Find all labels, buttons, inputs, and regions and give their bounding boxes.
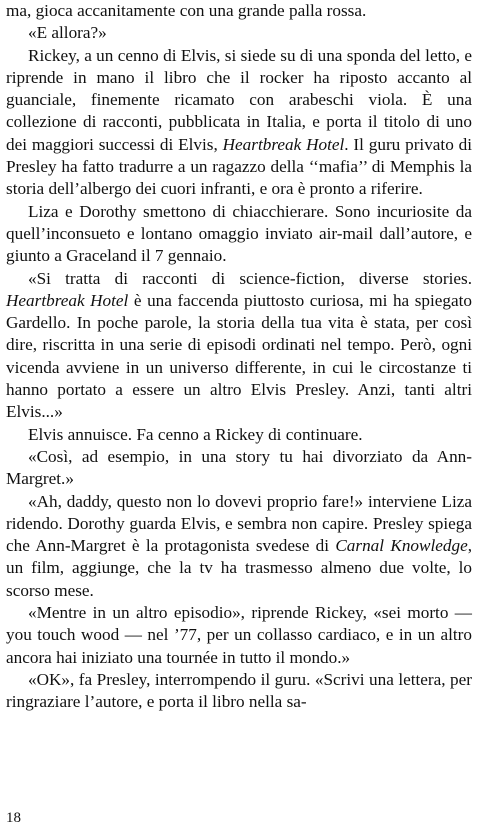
- text-run: Liza e Dorothy smettono di chiacchierare. Sono incuriosite da quell’inconsueto e lontano omaggio inviato air-mail dall’autore, e giunto a Graceland il 7 gennaio.: [6, 201, 472, 266]
- text-run: «Mentre in un altro episodio», riprende Rickey, «sei morto — you touch wood — nel ’77, per un collasso cardiaco, e in un altro ancora hai iniziato una tournée in tutto il mondo.»: [6, 603, 472, 667]
- text-run: . Il guru privato di Presley ha fatto tradurre a un ragazzo della ‘‘mafia’’ di Memphis la storia dell’albergo dei cuori infranti, e ora è pronto a riferire.: [6, 134, 473, 199]
- text-run: , un film, aggiunge, che la tv ha trasmesso almeno due volte, lo scorso mese.: [6, 536, 473, 600]
- paragraph: [6, 602, 472, 669]
- text-run: è una faccenda piuttosto curiosa, mi ha spiegato Gardello. In poche parole, la storia della tua vita è stata, per così dire, riscritta in una serie di episodi ordinati nel tempo. Però, ogni vicenda avviene in un universo differente, in cui le circostanze ti hanno portato a essere un altro Elvis Presley. Anzi, tanti altri Elvis...»: [6, 290, 472, 422]
- page-number: 18: [6, 810, 21, 826]
- paragraph: [6, 0, 472, 22]
- text-run: «Ah, daddy, questo non lo dovevi proprio fare!» interviene Liza ridendo. Dorothy guarda Elvis, e sembra non capire. Presley spiega che Ann-Margret è la protagonista svedese di: [6, 491, 472, 556]
- italic-title-text: Carnal Knowledge: [335, 536, 468, 556]
- text-run: ma, gioca accanitamente con una grande palla rossa.: [6, 1, 367, 20]
- paragraph: [6, 491, 472, 602]
- book-page-body: [6, 0, 472, 714]
- text-run: «E allora?»: [28, 23, 107, 43]
- italic-title-text: Heartbreak Hotel: [222, 134, 345, 154]
- paragraph: [6, 22, 472, 44]
- text-run: Rickey, a un cenno di Elvis, si siede su di una sponda del letto, e riprende in mano il libro che il rocker ha riposto accanto al guanciale, finemente ricamato con arabeschi viola. È una collezione di racconti, pubblicata in Italia, e porta il titolo di uno dei maggiori successi di Elvis,: [6, 45, 472, 154]
- italic-title-text: Heartbreak Hotel: [6, 290, 129, 310]
- paragraph: [6, 45, 472, 201]
- text-run: «Si tratta di racconti di science-fiction, diverse stories.: [28, 268, 472, 288]
- paragraph: [6, 424, 472, 446]
- paragraph: [6, 446, 472, 491]
- text-run: «OK», fa Presley, interrompendo il guru. «Scrivi una lettera, per ringraziare l’autore, e porta il libro nella sa-: [6, 669, 472, 712]
- paragraph: [6, 201, 472, 268]
- text-run: «Così, ad esempio, in una story tu hai divorziato da Ann-Margret.»: [6, 446, 472, 489]
- paragraph: [6, 268, 472, 424]
- paragraph: [6, 669, 472, 714]
- text-run: Elvis annuisce. Fa cenno a Rickey di continuare.: [28, 424, 363, 444]
